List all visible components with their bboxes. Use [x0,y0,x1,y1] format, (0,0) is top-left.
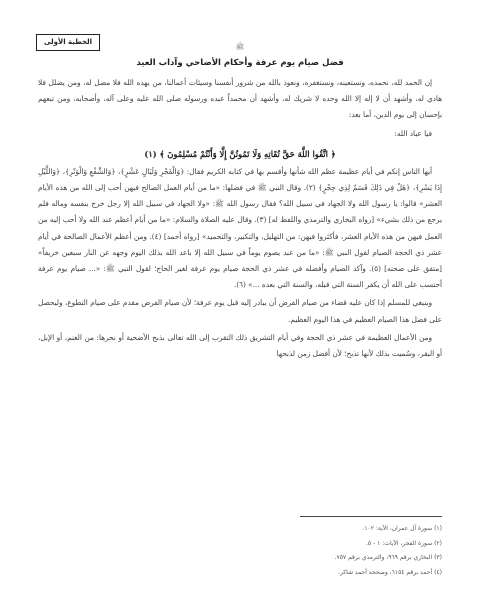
quran-verse [38,144,442,164]
footnote-item: (٣) البخاري برقم ٩٦٩، والترمذي برقم ٧٥٧. [334,554,442,561]
footnotes [140,522,442,580]
footnote-separator [300,516,442,517]
opening-paragraph: إن الحمد لله، نحمده، ونستعينه، ونستغفره، ونعوذ بالله من شرور أنفسنا وسيئات أعمالنا، من يهده الله فلا مضل له، ومن يضلل فلا هادي له، وأشهد أن لا إله إلا الله وحده لا شريك له، وأشهد أن محمداً عبده ورسوله صلى الله عليه وعلى آله، وأصحابه، ومن تبعهم بإحسان إلى يوم الدين، أما بعد: [38,78,442,120]
hadith-paragraph: أيها الناس إنكم في أيام عظيمة عظم الله شأنها وأقسم بها في كتابه الكريم فقال: ﴿وَالْفَجْرِ وَلَيَالٍ عَشْرٍ﴾، ﴿وَالشَّفْعِ وَالْوَتْرِ﴾، ﴿وَاللَّيْلِ إِذَا يَسْرِ﴾، ﴿هَلْ فِي ذَلِكَ قَسَمٌ لِذِي حِجْرٍ﴾ (٢). وقال النبي ﷺ في فضلها: «ما من أيام العمل الصالح فيهن أحب إلى الله من هذه الأيام العشر» قالوا: يا رسول الله ولا الجهاد في سبيل الله؟ فقال رسول الله ﷺ: «ولا الجهاد في سبيل الله إلا رجل خرج بنفسه وماله فلم يرجع من ذلك بشيء» [رواه البخاري والترمذي واللفظ له] (٣). وقال عليه الصلاة والسلام: «ما من أيام أعظم عند الله ولا أحب إليه من العمل فيهن من هذه الأيام العشر، فأكثروا فيهن: من التهليل، والتكبير، والتحميد» [رواه أحمد] (٤). ومن أعظم الأعمال الصالحة في أيام عشر ذي الحجة الصيام لقول النبي ﷺ: «ما من عبد يصوم يوماً في سبيل الله إلا باعد الله بذلك اليوم وجهه عن النار سبعين خريفاً» [متفق على صحته] (٥). وآكد الصيام وأفضله في عشر ذي الحجة صيام يوم عرفة لغير الحاج؛ لقول النبي ﷺ: «... صيام يوم عرفة أحتسب على الله أن يكفر السنة التي قبله، والسنة التي بعده ...» (٦). [38,166,443,290]
header-basmala: ﷺ [235,43,245,51]
qada-paragraph: وينبغي للمسلم إذا كان عليه قضاء من صيام الفرض أن يبادر إليه قبل يوم عرفة؛ لأن صيام الفرض مقدم على صيام التطوع، وليحصل على فضل هذا الصيام العظيم في هذا اليوم العظيم. [38,298,442,324]
document-title: فضل صيام يوم عرفة وأحكام الأضاحي وآداب العيد [136,58,344,68]
address-intro: فيا عباد الله: [394,128,432,138]
quran-verse-text: ﴿ اتَّقُوا اللَّهَ حَقَّ تُقَاتِهِ وَلَا تَمُوتُنَّ إِلَّا وَأَنْتُمْ مُسْلِمُونَ ﴾ [159,148,336,159]
udhiya-paragraph: ومن الأعمال العظيمة في عشر ذي الحجة وفي أيام التشريق ذلك التقرب إلى الله تعالى بذبح الأضحية أو نحرها: من الغنم، أو الإبل، أو البقر، وسُميت بذلك لأنها تذبح؛ لأن أفضل زمن لذبحها [38,332,442,359]
document-body [38,75,442,515]
address-line [38,126,442,142]
footnote-item: (٤) أحمد برقم ٦١٥٤، وصححه أحمد شاكر. [338,568,442,576]
footnote-item: (٢) سورة الفجر، الآيات: ١ - ٥. [366,539,442,547]
quran-verse-ref: (١) [144,148,157,159]
sermon-label-box: الخطبة الأولى [36,34,100,51]
footnote-item: (١) سورة آل عمران، الآية: ١٠٢. [362,525,442,532]
